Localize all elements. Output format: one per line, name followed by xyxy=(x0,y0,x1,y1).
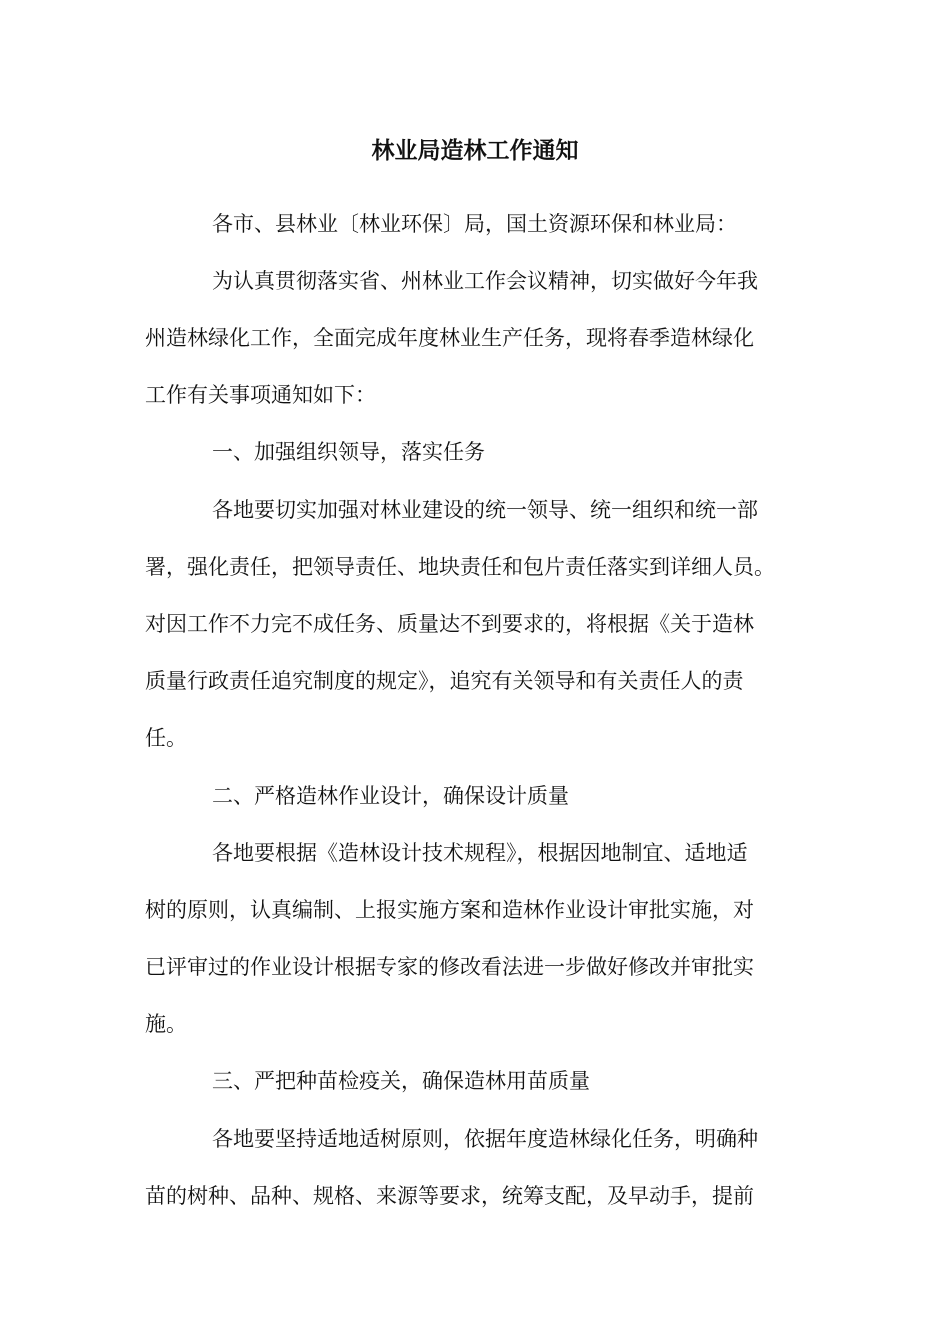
body-line: 已评审过的作业设计根据专家的修改看法进一步做好修改并审批实 xyxy=(145,955,754,979)
salutation-line: 各市、县林业〔林业环保〕局，国土资源环保和林业局： xyxy=(212,212,737,236)
body-line: 工作有关事项通知如下： xyxy=(145,383,376,407)
body-line: 对因工作不力完不成任务、质量达不到要求的，将根据《关于造林 xyxy=(145,612,754,636)
section-heading: 三、严把种苗检疫关，确保造林用苗质量 xyxy=(212,1069,590,1093)
body-line: 为认真贯彻落实省、州林业工作会议精神，切实做好今年我 xyxy=(212,269,758,293)
document-title: 林业局造林工作通知 xyxy=(371,138,579,164)
body-line: 施。 xyxy=(145,1012,187,1036)
section-heading: 二、严格造林作业设计，确保设计质量 xyxy=(212,784,569,808)
body-line: 署，强化责任，把领导责任、地块责任和包片责任落实到详细人员。 xyxy=(145,555,775,579)
body-line: 各地要切实加强对林业建设的统一领导、统一组织和统一部 xyxy=(212,498,758,522)
body-line: 各地要根据《造林设计技术规程》，根据因地制宜、适地适 xyxy=(212,841,748,865)
body-line: 州造林绿化工作，全面完成年度林业生产任务，现将春季造林绿化 xyxy=(145,326,754,350)
body-line: 任。 xyxy=(145,726,187,750)
body-line: 苗的树种、品种、规格、来源等要求，统筹支配，及早动手，提前 xyxy=(145,1184,754,1208)
body-line: 各地要坚持适地适树原则，依据年度造林绿化任务，明确种 xyxy=(212,1127,758,1151)
section-heading: 一、加强组织领导，落实任务 xyxy=(212,440,485,464)
body-line: 树的原则，认真编制、上报实施方案和造林作业设计审批实施，对 xyxy=(145,898,754,922)
body-line: 质量行政责任追究制度的规定》，追究有关领导和有关责任人的责 xyxy=(145,669,744,693)
